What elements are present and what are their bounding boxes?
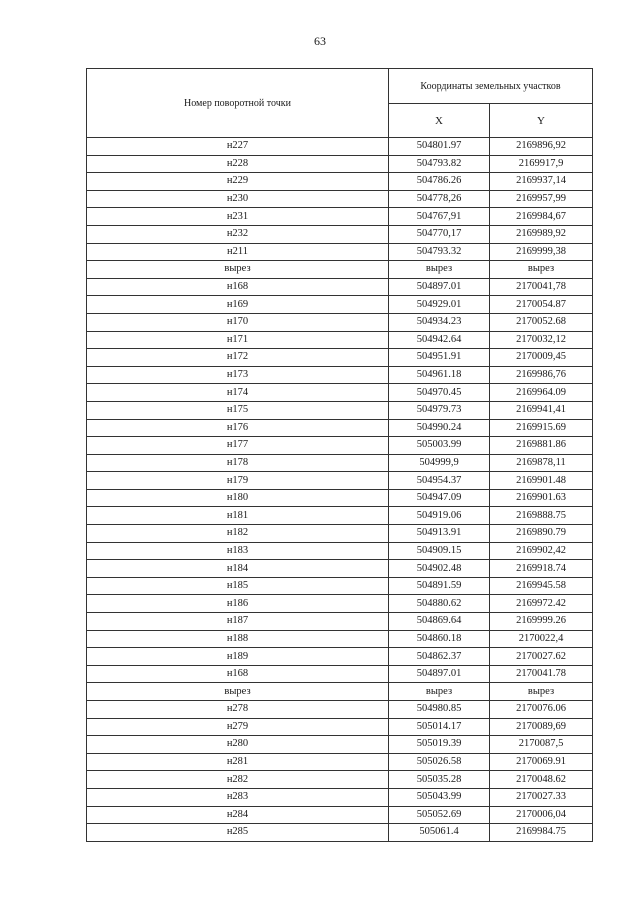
- table-row: [87, 665, 593, 683]
- table-row: [87, 419, 593, 437]
- y-coordinate-cell: 2169902,42: [490, 542, 593, 560]
- table-row: [87, 683, 593, 701]
- point-number-cell: н168: [87, 665, 389, 683]
- point-number-cell: н279: [87, 718, 389, 736]
- y-coordinate-cell: 2170041,78: [490, 278, 593, 296]
- y-coordinate-cell: 2170089,69: [490, 718, 593, 736]
- table-row: [87, 138, 593, 156]
- y-coordinate-cell: 2170048.62: [490, 771, 593, 789]
- point-number-cell: н187: [87, 613, 389, 631]
- y-coordinate-cell: 2169881.86: [490, 437, 593, 455]
- point-number-cell: н180: [87, 489, 389, 507]
- x-coordinate-cell: 504919.06: [389, 507, 490, 525]
- point-number-cell: н173: [87, 366, 389, 384]
- point-number-cell: н172: [87, 349, 389, 367]
- x-coordinate-cell: 504786.26: [389, 173, 490, 191]
- point-number-header: Номер поворотной точки: [87, 69, 389, 138]
- table-row: [87, 243, 593, 261]
- x-coordinate-cell: 505019.39: [389, 736, 490, 754]
- point-number-cell: н230: [87, 190, 389, 208]
- y-coordinate-cell: 2169986,76: [490, 366, 593, 384]
- table-row: [87, 472, 593, 490]
- x-coordinate-cell: 504793.32: [389, 243, 490, 261]
- x-coordinate-cell: 504862.37: [389, 648, 490, 666]
- table-row: [87, 437, 593, 455]
- y-coordinate-cell: 2169888.75: [490, 507, 593, 525]
- x-coordinate-cell: вырез: [389, 261, 490, 279]
- table-row: [87, 261, 593, 279]
- x-coordinate-cell: 505035.28: [389, 771, 490, 789]
- point-number-cell: н229: [87, 173, 389, 191]
- table-row: [87, 454, 593, 472]
- x-coordinate-cell: 504778,26: [389, 190, 490, 208]
- x-coordinate-cell: 504770,17: [389, 225, 490, 243]
- y-coordinate-cell: 2170052.68: [490, 313, 593, 331]
- point-number-cell: н179: [87, 472, 389, 490]
- table-row: [87, 736, 593, 754]
- point-number-cell: н278: [87, 701, 389, 719]
- point-number-cell: н168: [87, 278, 389, 296]
- y-column-header: Y: [490, 104, 593, 138]
- point-number-cell: н171: [87, 331, 389, 349]
- y-coordinate-cell: 2169901.48: [490, 472, 593, 490]
- point-number-cell: н178: [87, 454, 389, 472]
- point-number-cell: н182: [87, 525, 389, 543]
- x-coordinate-cell: 505014.17: [389, 718, 490, 736]
- table-row: [87, 718, 593, 736]
- y-coordinate-cell: вырез: [490, 261, 593, 279]
- x-coordinate-cell: 504954.37: [389, 472, 490, 490]
- point-number-cell: н186: [87, 595, 389, 613]
- table-row: [87, 401, 593, 419]
- y-coordinate-cell: 2169984.75: [490, 824, 593, 842]
- x-coordinate-cell: 505052.69: [389, 806, 490, 824]
- table-row: [87, 753, 593, 771]
- point-number-cell: н174: [87, 384, 389, 402]
- x-coordinate-cell: 504929.01: [389, 296, 490, 314]
- table-row: [87, 648, 593, 666]
- point-number-cell: н283: [87, 788, 389, 806]
- table-row: [87, 824, 593, 842]
- y-coordinate-cell: 2169901.63: [490, 489, 593, 507]
- table-row: [87, 313, 593, 331]
- point-number-cell: н183: [87, 542, 389, 560]
- x-coordinate-cell: 504891.59: [389, 577, 490, 595]
- point-number-cell: н169: [87, 296, 389, 314]
- x-coordinate-cell: 504951.91: [389, 349, 490, 367]
- y-coordinate-cell: 2169917,9: [490, 155, 593, 173]
- point-number-cell: н285: [87, 824, 389, 842]
- table-row: [87, 507, 593, 525]
- x-coordinate-cell: 504990.24: [389, 419, 490, 437]
- table-row: [87, 190, 593, 208]
- table-row: [87, 331, 593, 349]
- table-body: [87, 138, 593, 842]
- x-coordinate-cell: 504961.18: [389, 366, 490, 384]
- table-row: [87, 701, 593, 719]
- y-coordinate-cell: 2170022,4: [490, 630, 593, 648]
- y-coordinate-cell: 2169918.74: [490, 560, 593, 578]
- x-coordinate-cell: 504860.18: [389, 630, 490, 648]
- page-number: 63: [314, 34, 326, 48]
- table-row: [87, 630, 593, 648]
- table-row: [87, 366, 593, 384]
- y-coordinate-cell: 2170027.33: [490, 788, 593, 806]
- point-number-cell: н170: [87, 313, 389, 331]
- table-row: [87, 613, 593, 631]
- x-coordinate-cell: 504767,91: [389, 208, 490, 226]
- y-coordinate-cell: 2169957,99: [490, 190, 593, 208]
- y-coordinate-cell: 2169972.42: [490, 595, 593, 613]
- y-coordinate-cell: 2170076.06: [490, 701, 593, 719]
- x-coordinate-cell: 505061.4: [389, 824, 490, 842]
- x-coordinate-cell: 505003.99: [389, 437, 490, 455]
- table-row: [87, 155, 593, 173]
- table-row: [87, 806, 593, 824]
- point-number-cell: н177: [87, 437, 389, 455]
- y-coordinate-cell: 2169878,11: [490, 454, 593, 472]
- x-coordinate-cell: 504897.01: [389, 665, 490, 683]
- table-row: [87, 525, 593, 543]
- y-coordinate-cell: 2170054.87: [490, 296, 593, 314]
- x-coordinate-cell: 504947.09: [389, 489, 490, 507]
- table-row: [87, 173, 593, 191]
- y-coordinate-cell: 2169896,92: [490, 138, 593, 156]
- point-number-cell: н175: [87, 401, 389, 419]
- y-coordinate-cell: вырез: [490, 683, 593, 701]
- x-coordinate-cell: 504979.73: [389, 401, 490, 419]
- table-row: [87, 771, 593, 789]
- point-number-cell: н188: [87, 630, 389, 648]
- y-coordinate-cell: 2169964.09: [490, 384, 593, 402]
- coordinates-header: Координаты земельных участков: [389, 69, 593, 104]
- x-coordinate-cell: 504970.45: [389, 384, 490, 402]
- table-row: [87, 542, 593, 560]
- y-coordinate-cell: 2169915.69: [490, 419, 593, 437]
- y-coordinate-cell: 2169937,14: [490, 173, 593, 191]
- y-coordinate-cell: 2170041.78: [490, 665, 593, 683]
- y-coordinate-cell: 2169999,38: [490, 243, 593, 261]
- table-row: [87, 349, 593, 367]
- y-coordinate-cell: 2169999.26: [490, 613, 593, 631]
- x-coordinate-cell: 504999,9: [389, 454, 490, 472]
- point-number-cell: вырез: [87, 261, 389, 279]
- point-number-cell: н227: [87, 138, 389, 156]
- x-coordinate-cell: 504913.91: [389, 525, 490, 543]
- table-row: [87, 384, 593, 402]
- point-number-cell: н228: [87, 155, 389, 173]
- point-number-cell: н189: [87, 648, 389, 666]
- point-number-cell: н181: [87, 507, 389, 525]
- y-coordinate-cell: 2170032,12: [490, 331, 593, 349]
- y-coordinate-cell: 2170006,04: [490, 806, 593, 824]
- x-coordinate-cell: 504980.85: [389, 701, 490, 719]
- point-number-cell: н176: [87, 419, 389, 437]
- y-coordinate-cell: 2170087,5: [490, 736, 593, 754]
- x-coordinate-cell: 504880.62: [389, 595, 490, 613]
- x-coordinate-cell: 504934.23: [389, 313, 490, 331]
- y-coordinate-cell: 2169989,92: [490, 225, 593, 243]
- table-row: [87, 595, 593, 613]
- x-coordinate-cell: 505026.58: [389, 753, 490, 771]
- x-coordinate-cell: 504942.64: [389, 331, 490, 349]
- point-number-cell: н232: [87, 225, 389, 243]
- y-coordinate-cell: 2169945.58: [490, 577, 593, 595]
- point-number-cell: н231: [87, 208, 389, 226]
- point-number-cell: н284: [87, 806, 389, 824]
- point-number-cell: н184: [87, 560, 389, 578]
- x-coordinate-cell: 504897.01: [389, 278, 490, 296]
- coordinates-table: [86, 68, 593, 842]
- x-coordinate-cell: вырез: [389, 683, 490, 701]
- point-number-cell: н281: [87, 753, 389, 771]
- table-row: [87, 225, 593, 243]
- table-row: [87, 577, 593, 595]
- x-coordinate-cell: 505043.99: [389, 788, 490, 806]
- point-number-cell: н211: [87, 243, 389, 261]
- y-coordinate-cell: 2169890.79: [490, 525, 593, 543]
- table-row: [87, 489, 593, 507]
- table-row: [87, 296, 593, 314]
- x-coordinate-cell: 504909.15: [389, 542, 490, 560]
- x-coordinate-cell: 504793.82: [389, 155, 490, 173]
- point-number-cell: н282: [87, 771, 389, 789]
- point-number-cell: н185: [87, 577, 389, 595]
- table-row: [87, 208, 593, 226]
- table-row: [87, 560, 593, 578]
- x-coordinate-cell: 504801.97: [389, 138, 490, 156]
- y-coordinate-cell: 2169984,67: [490, 208, 593, 226]
- point-number-cell: вырез: [87, 683, 389, 701]
- table-row: [87, 278, 593, 296]
- x-coordinate-cell: 504869.64: [389, 613, 490, 631]
- y-coordinate-cell: 2170069.91: [490, 753, 593, 771]
- x-column-header: X: [389, 104, 490, 138]
- y-coordinate-cell: 2170009,45: [490, 349, 593, 367]
- x-coordinate-cell: 504902.48: [389, 560, 490, 578]
- point-number-cell: н280: [87, 736, 389, 754]
- y-coordinate-cell: 2169941,41: [490, 401, 593, 419]
- table-row: [87, 788, 593, 806]
- y-coordinate-cell: 2170027.62: [490, 648, 593, 666]
